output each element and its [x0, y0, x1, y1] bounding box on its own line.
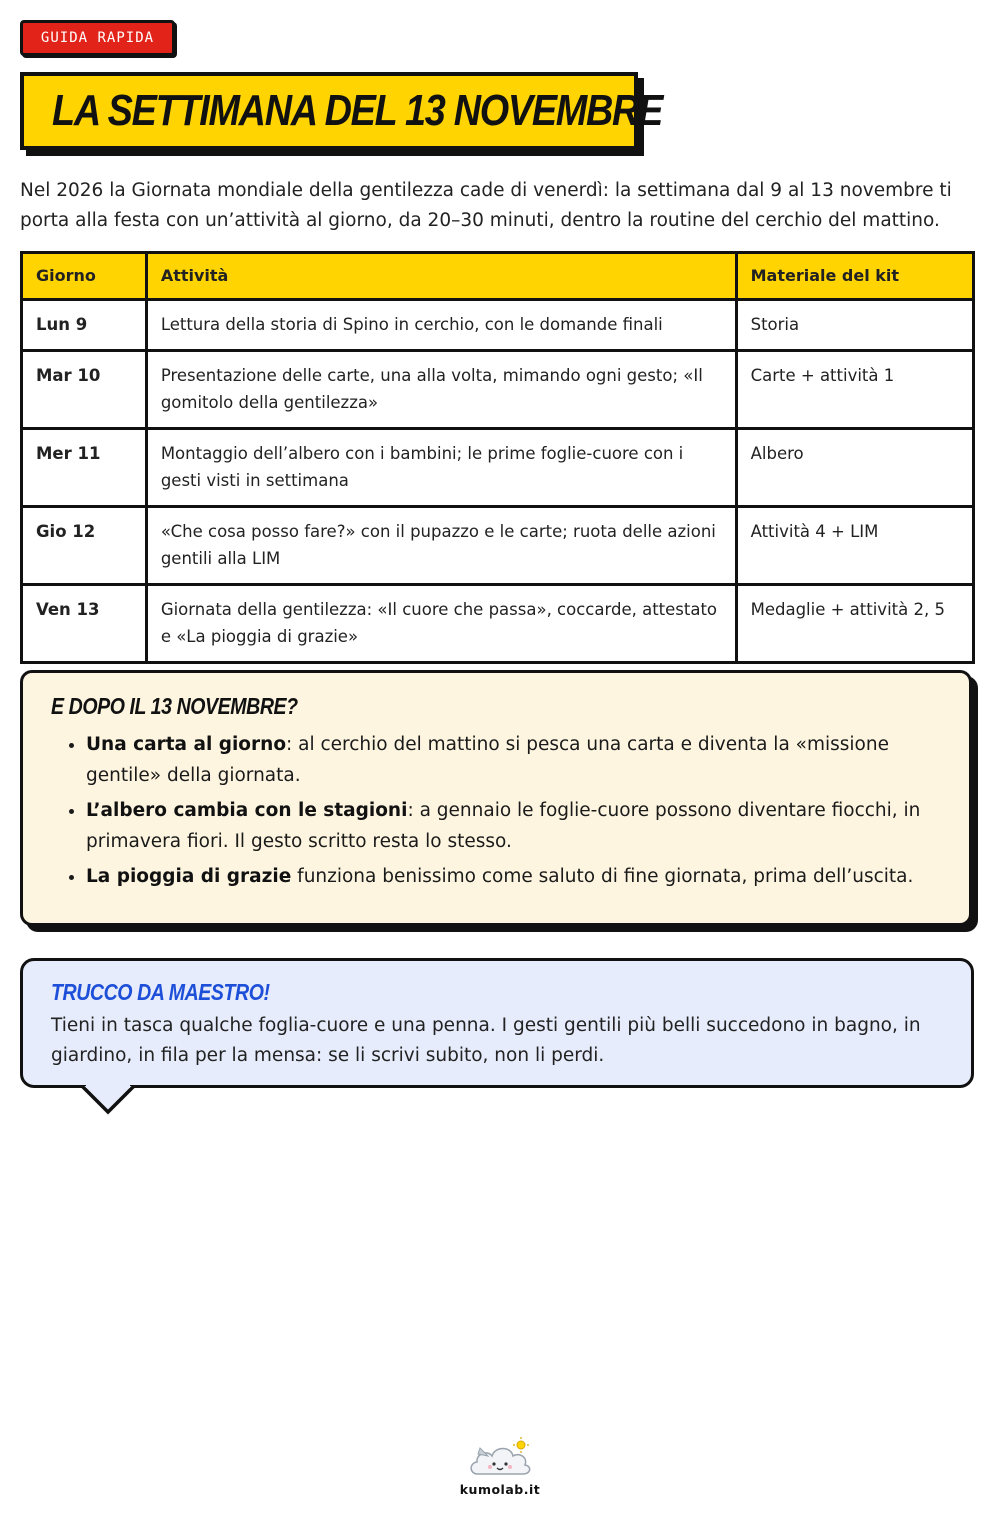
row-activity: Montaggio dell’albero con i bambini; le prime foglie-cuore con i gesti visti in settimana — [146, 428, 736, 506]
row-activity: Presentazione delle carte, una alla volta, mimando ogni gesto; «Il gomitolo della gentilezza» — [146, 350, 736, 428]
after-list — [51, 729, 966, 896]
header-activity: Attività — [146, 253, 736, 300]
item-bold: L’albero cambia con le stagioni — [86, 800, 408, 821]
after-heading: E DOPO IL 13 NOVEMBRE? — [51, 693, 298, 719]
item-text: : a gennaio le foglie-cuore possono diventare fiocchi, in primavera fiori. Il gesto scritto resta lo stesso. — [86, 800, 921, 852]
row-material: Storia — [736, 300, 973, 351]
tip-text: Tieni in tasca qualche foglia-cuore e una penna. I gesti gentili più belli succedono in bagno, in giardino, in fila per la mensa: se li scrivi subito, non li perdi. — [51, 1015, 921, 1066]
table-header-row — [22, 253, 974, 300]
title-banner — [20, 72, 663, 150]
row-activity: «Che cosa posso fare?» con il pupazzo e le carte; ruota delle azioni gentili alla LIM — [146, 506, 736, 584]
list-item — [86, 729, 966, 791]
table-row — [22, 350, 974, 428]
item-bold: La pioggia di grazie — [86, 866, 292, 887]
after-november-box — [20, 670, 972, 926]
teacher-tip-box — [20, 958, 974, 1088]
page-title: LA SETTIMANA DEL 13 NOVEMBRE — [52, 86, 663, 135]
tip-heading: TRUCCO DA MAESTRO! — [51, 979, 270, 1005]
row-material: Albero — [736, 428, 973, 506]
table-row — [22, 506, 974, 584]
list-item — [86, 795, 966, 857]
table-row — [22, 300, 974, 351]
guide-badge: GUIDA RAPIDA — [20, 20, 175, 56]
header-day: Giorno — [22, 253, 147, 300]
header-material: Materiale del kit — [736, 253, 973, 300]
row-material: Carte + attività 1 — [736, 350, 973, 428]
schedule-table — [20, 251, 975, 664]
row-material: Attività 4 + LIM — [736, 506, 973, 584]
item-bold: Una carta al giorno — [86, 734, 287, 755]
table-row — [22, 428, 974, 506]
cloud-mascot-icon — [466, 1436, 534, 1480]
row-day: Mer 11 — [22, 428, 147, 506]
speech-bubble-tail-icon — [80, 1085, 140, 1117]
item-text: : al cerchio del mattino si pesca una carta e diventa la «missione gentile» della giornata. — [86, 734, 889, 786]
row-day: Lun 9 — [22, 300, 147, 351]
footer-site[interactable]: kumolab.it — [459, 1482, 541, 1497]
row-activity: Giornata della gentilezza: «Il cuore che passa», coccarde, attestato e «La pioggia di grazie» — [146, 584, 736, 662]
item-text: funziona benissimo come saluto di fine giornata, prima dell’uscita. — [291, 866, 914, 887]
list-item — [86, 861, 966, 892]
row-day: Mar 10 — [22, 350, 147, 428]
intro-paragraph: Nel 2026 la Giornata mondiale della gentilezza cade di venerdì: la settimana dal 9 al 13 novembre ti porta alla festa con un’attività al giorno, da 20–30 minuti, dentro la routine del cerchio del mattino. — [20, 180, 952, 231]
table-row — [22, 584, 974, 662]
row-activity: Lettura della storia di Spino in cerchio, con le domande finali — [146, 300, 736, 351]
row-day: Gio 12 — [22, 506, 147, 584]
row-material: Medaglie + attività 2, 5 — [736, 584, 973, 662]
row-day: Ven 13 — [22, 584, 147, 662]
